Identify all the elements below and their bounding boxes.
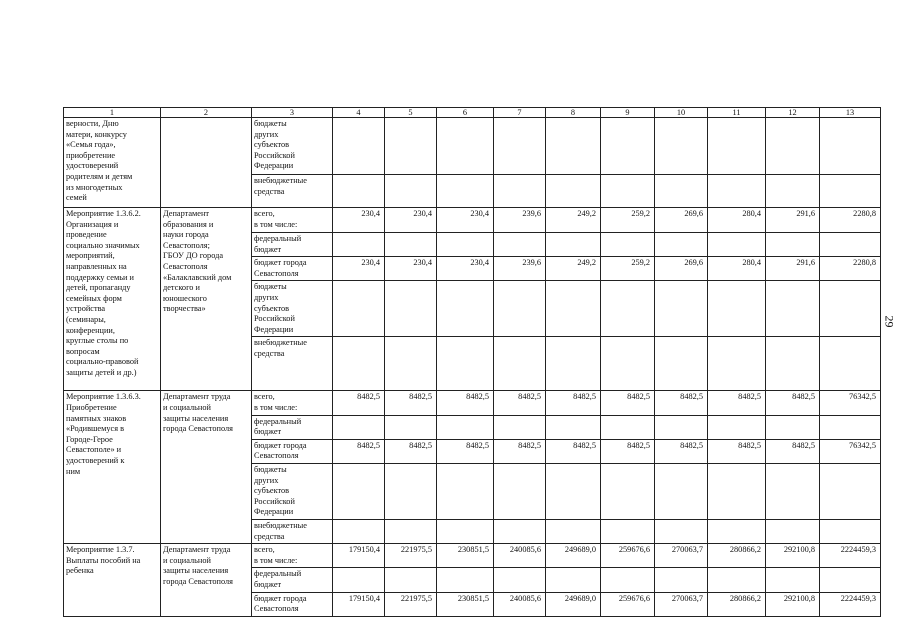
- header-cell: 2: [161, 108, 252, 118]
- header-cell: 12: [766, 108, 820, 118]
- value-cell: [766, 233, 820, 257]
- value-cell: [546, 519, 601, 543]
- funding-source: внебюджетные средства: [252, 175, 333, 208]
- value-cell: [601, 337, 655, 391]
- value-cell: [494, 568, 546, 592]
- value-cell: [546, 281, 601, 337]
- executor: Департамент образования и науки города Севастополя; ГБОУ ДО города Севастополя «Балаклавский дом детского и юношеского творчества»: [161, 208, 252, 391]
- value-cell: [820, 281, 881, 337]
- value-cell: 8482,5: [601, 391, 655, 415]
- value-cell: [820, 568, 881, 592]
- value-cell: [333, 519, 385, 543]
- value-cell: 8482,5: [546, 439, 601, 463]
- budget-table: [63, 107, 881, 617]
- value-cell: [333, 281, 385, 337]
- value-cell: [494, 175, 546, 208]
- value-cell: [601, 519, 655, 543]
- value-cell: 249,2: [546, 257, 601, 281]
- value-cell: [708, 281, 766, 337]
- funding-source: бюджеты других субъектов Российской Федерации: [252, 118, 333, 175]
- value-cell: 230851,5: [437, 544, 494, 568]
- value-cell: [494, 519, 546, 543]
- header-cell: 9: [601, 108, 655, 118]
- funding-source: федеральный бюджет: [252, 233, 333, 257]
- table-row: [64, 118, 881, 175]
- value-cell: 230,4: [385, 208, 437, 233]
- value-cell: [601, 415, 655, 439]
- page-number: 29: [882, 315, 897, 328]
- value-cell: [655, 519, 708, 543]
- value-cell: 76342,5: [820, 391, 881, 415]
- value-cell: 280,4: [708, 208, 766, 233]
- value-cell: [333, 337, 385, 391]
- value-cell: 292100,8: [766, 544, 820, 568]
- executor: Департамент труда и социальной защиты населения города Севастополя: [161, 391, 252, 544]
- value-cell: [708, 415, 766, 439]
- value-cell: [385, 337, 437, 391]
- value-cell: [655, 175, 708, 208]
- value-cell: 259676,6: [601, 592, 655, 616]
- value-cell: [546, 118, 601, 175]
- value-cell: 2280,8: [820, 208, 881, 233]
- value-cell: [385, 519, 437, 543]
- funding-source: бюджеты других субъектов Российской Федерации: [252, 463, 333, 519]
- table-row: [64, 544, 881, 568]
- value-cell: [655, 415, 708, 439]
- value-cell: 291,6: [766, 208, 820, 233]
- value-cell: [708, 337, 766, 391]
- value-cell: 2224459,3: [820, 544, 881, 568]
- value-cell: [820, 415, 881, 439]
- value-cell: 230,4: [437, 257, 494, 281]
- value-cell: [820, 463, 881, 519]
- value-cell: [437, 118, 494, 175]
- value-cell: 8482,5: [766, 391, 820, 415]
- header-cell: 5: [385, 108, 437, 118]
- value-cell: [766, 337, 820, 391]
- value-cell: 270063,7: [655, 544, 708, 568]
- value-cell: [437, 519, 494, 543]
- event-description: Мероприятие 1.3.6.2. Организация и проведение социально значимых мероприятий, направленных на поддержку семьи и детей, пропаганду семейных форм устройства (семинары, конференции, круглые столы по вопросам социально-правовой защиты детей и др.): [64, 208, 161, 391]
- value-cell: [494, 337, 546, 391]
- value-cell: 2224459,3: [820, 592, 881, 616]
- value-cell: [437, 568, 494, 592]
- value-cell: [385, 415, 437, 439]
- value-cell: [655, 281, 708, 337]
- value-cell: [437, 281, 494, 337]
- value-cell: [437, 463, 494, 519]
- executor: Департамент труда и социальной защиты населения города Севастополя: [161, 544, 252, 617]
- funding-source: бюджет города Севастополя: [252, 592, 333, 616]
- funding-source: всего, в том числе:: [252, 544, 333, 568]
- funding-source: бюджеты других субъектов Российской Федерации: [252, 281, 333, 337]
- value-cell: 8482,5: [708, 391, 766, 415]
- value-cell: 270063,7: [655, 592, 708, 616]
- value-cell: [546, 175, 601, 208]
- value-cell: 179150,4: [333, 544, 385, 568]
- value-cell: [766, 463, 820, 519]
- value-cell: 259,2: [601, 208, 655, 233]
- value-cell: 8482,5: [385, 439, 437, 463]
- value-cell: [494, 463, 546, 519]
- value-cell: 179150,4: [333, 592, 385, 616]
- value-cell: [546, 337, 601, 391]
- value-cell: 269,6: [655, 257, 708, 281]
- value-cell: [708, 118, 766, 175]
- value-cell: 2280,8: [820, 257, 881, 281]
- funding-source: федеральный бюджет: [252, 415, 333, 439]
- value-cell: [708, 175, 766, 208]
- value-cell: [820, 519, 881, 543]
- value-cell: 230,4: [333, 208, 385, 233]
- value-cell: 8482,5: [655, 391, 708, 415]
- value-cell: [494, 233, 546, 257]
- value-cell: 230,4: [385, 257, 437, 281]
- value-cell: [385, 175, 437, 208]
- value-cell: [546, 415, 601, 439]
- value-cell: 8482,5: [494, 391, 546, 415]
- value-cell: 292100,8: [766, 592, 820, 616]
- value-cell: [655, 233, 708, 257]
- value-cell: 8482,5: [494, 439, 546, 463]
- value-cell: [655, 568, 708, 592]
- value-cell: [385, 568, 437, 592]
- value-cell: [546, 463, 601, 519]
- value-cell: [546, 568, 601, 592]
- value-cell: 259676,6: [601, 544, 655, 568]
- value-cell: [385, 463, 437, 519]
- value-cell: [601, 568, 655, 592]
- value-cell: 249,2: [546, 208, 601, 233]
- value-cell: [333, 415, 385, 439]
- value-cell: [437, 233, 494, 257]
- value-cell: [333, 233, 385, 257]
- table-row: [64, 391, 881, 415]
- value-cell: 280,4: [708, 257, 766, 281]
- header-cell: 11: [708, 108, 766, 118]
- value-cell: [601, 233, 655, 257]
- value-cell: [820, 337, 881, 391]
- value-cell: 240085,6: [494, 592, 546, 616]
- funding-source: федеральный бюджет: [252, 568, 333, 592]
- value-cell: 8482,5: [655, 439, 708, 463]
- value-cell: [333, 118, 385, 175]
- value-cell: [437, 337, 494, 391]
- header-cell: 13: [820, 108, 881, 118]
- event-description: Мероприятие 1.3.7. Выплаты пособий на ребенка: [64, 544, 161, 617]
- value-cell: 8482,5: [437, 391, 494, 415]
- value-cell: 8482,5: [546, 391, 601, 415]
- header-cell: 4: [333, 108, 385, 118]
- value-cell: [601, 281, 655, 337]
- funding-source: всего, в том числе:: [252, 391, 333, 415]
- value-cell: [655, 118, 708, 175]
- value-cell: 8482,5: [333, 391, 385, 415]
- value-cell: [437, 175, 494, 208]
- header-cell: 6: [437, 108, 494, 118]
- value-cell: 8482,5: [766, 439, 820, 463]
- value-cell: [655, 337, 708, 391]
- value-cell: [820, 118, 881, 175]
- value-cell: 240085,6: [494, 544, 546, 568]
- value-cell: [708, 568, 766, 592]
- header-row: [64, 108, 881, 118]
- header-cell: 8: [546, 108, 601, 118]
- funding-source: бюджет города Севастополя: [252, 257, 333, 281]
- value-cell: 8482,5: [601, 439, 655, 463]
- value-cell: [494, 118, 546, 175]
- funding-source: бюджет города Севастополя: [252, 439, 333, 463]
- value-cell: 8482,5: [385, 391, 437, 415]
- value-cell: [655, 463, 708, 519]
- table-row: [64, 208, 881, 233]
- value-cell: 230851,5: [437, 592, 494, 616]
- value-cell: [820, 233, 881, 257]
- value-cell: 291,6: [766, 257, 820, 281]
- value-cell: 8482,5: [708, 439, 766, 463]
- event-description: Мероприятие 1.3.6.3. Приобретение памятных знаков «Родившемуся в Городе-Герое Севастополе» и удостоверений к ним: [64, 391, 161, 544]
- executor: [161, 118, 252, 208]
- value-cell: 230,4: [437, 208, 494, 233]
- value-cell: 230,4: [333, 257, 385, 281]
- value-cell: 8482,5: [437, 439, 494, 463]
- value-cell: [333, 568, 385, 592]
- value-cell: [385, 118, 437, 175]
- value-cell: 259,2: [601, 257, 655, 281]
- value-cell: [766, 519, 820, 543]
- value-cell: 249689,0: [546, 592, 601, 616]
- value-cell: [494, 281, 546, 337]
- funding-source: всего, в том числе:: [252, 208, 333, 233]
- value-cell: 76342,5: [820, 439, 881, 463]
- value-cell: [546, 233, 601, 257]
- header-cell: 10: [655, 108, 708, 118]
- value-cell: 221975,5: [385, 592, 437, 616]
- value-cell: [708, 519, 766, 543]
- value-cell: 221975,5: [385, 544, 437, 568]
- header-cell: 3: [252, 108, 333, 118]
- value-cell: [708, 233, 766, 257]
- value-cell: [601, 463, 655, 519]
- header-cell: 7: [494, 108, 546, 118]
- value-cell: 280866,2: [708, 544, 766, 568]
- value-cell: [494, 415, 546, 439]
- value-cell: 239,6: [494, 257, 546, 281]
- value-cell: [601, 175, 655, 208]
- value-cell: 8482,5: [333, 439, 385, 463]
- value-cell: [766, 568, 820, 592]
- value-cell: [766, 281, 820, 337]
- value-cell: [385, 281, 437, 337]
- value-cell: 269,6: [655, 208, 708, 233]
- funding-source: внебюджетные средства: [252, 519, 333, 543]
- value-cell: [385, 233, 437, 257]
- value-cell: [820, 175, 881, 208]
- value-cell: [766, 415, 820, 439]
- funding-source: внебюджетные средства: [252, 337, 333, 391]
- header-cell: 1: [64, 108, 161, 118]
- value-cell: 249689,0: [546, 544, 601, 568]
- value-cell: [601, 118, 655, 175]
- event-description: верности, Дню матери, конкурсу «Семья года», приобретение удостоверений родителям и детям из многодетных семей: [64, 118, 161, 208]
- value-cell: [333, 463, 385, 519]
- value-cell: [708, 463, 766, 519]
- value-cell: [766, 175, 820, 208]
- value-cell: 239,6: [494, 208, 546, 233]
- value-cell: [333, 175, 385, 208]
- value-cell: [437, 415, 494, 439]
- value-cell: [766, 118, 820, 175]
- value-cell: 280866,2: [708, 592, 766, 616]
